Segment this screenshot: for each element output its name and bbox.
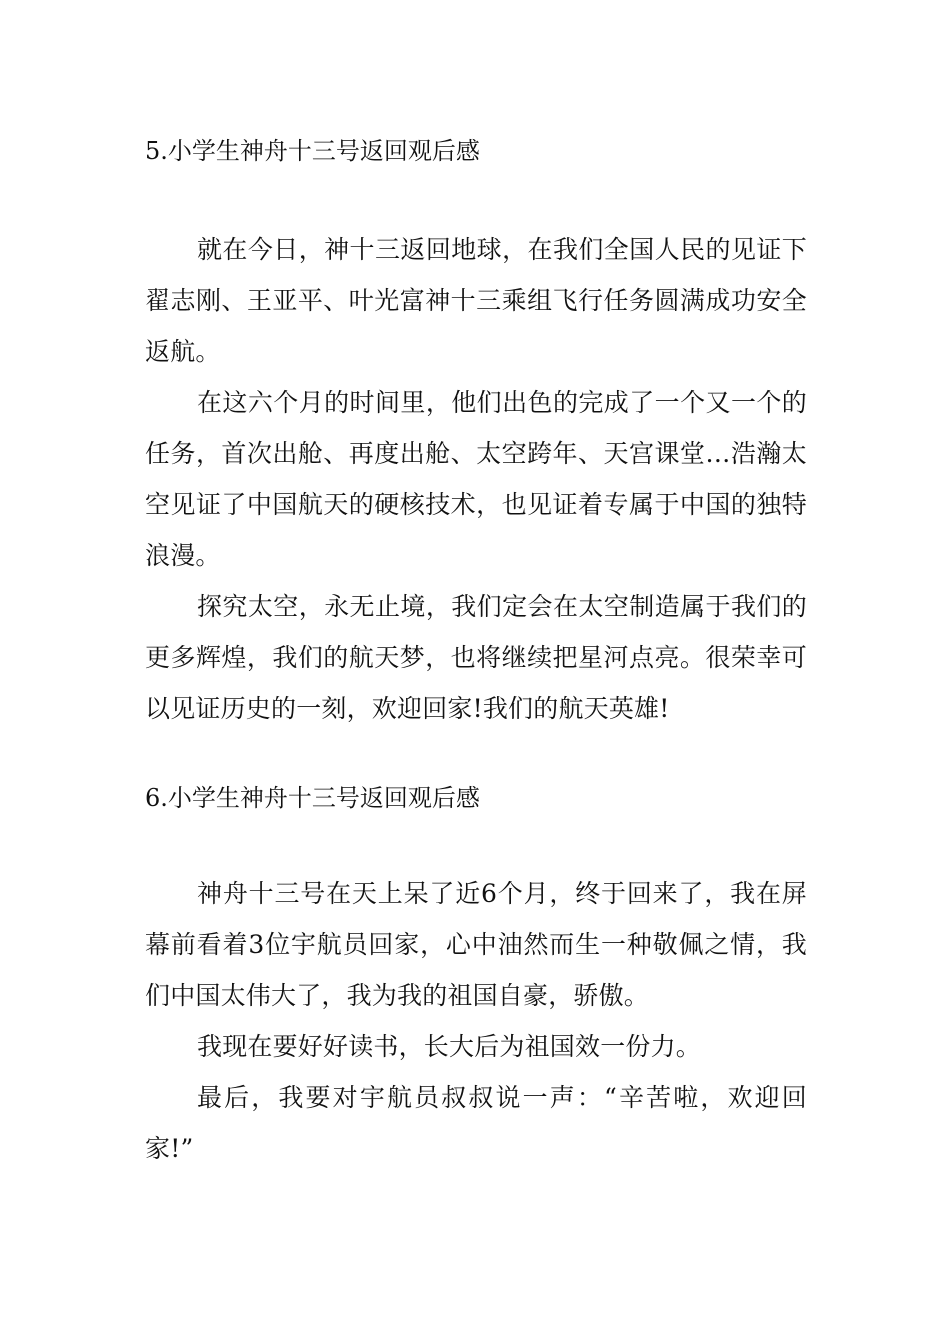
section-6-title: 6.小学生神舟十三号返回观后感 — [145, 784, 480, 812]
section-5-paragraph-3: 探究太空，永无止境，我们定会在太空制造属于我们的更多辉煌，我们的航天梦，也将继续把星河点亮。很荣幸可以见证历史的一刻，欢迎回家!我们的航天英雄! — [145, 592, 807, 723]
section-6-paragraph-3: 最后，我要对宇航员叔叔说一声：“辛苦啦，欢迎回家!” — [145, 1083, 807, 1163]
section-6-paragraph-2: 我现在要好好读书，长大后为祖国效一份力。 — [197, 1032, 702, 1061]
section-6-body — [145, 868, 807, 1174]
section-5-paragraph-1: 就在今日，神十三返回地球，在我们全国人民的见证下翟志刚、王亚平、叶光富神十三乘组飞行任务圆满成功安全返航。 — [145, 235, 807, 366]
section-5-paragraph-2: 在这六个月的时间里，他们出色的完成了一个又一个的任务，首次出舱、再度出舱、太空跨年、天宫课堂…浩瀚太空见证了中国航天的硬核技术，也见证着专属于中国的独特浪漫。 — [145, 388, 807, 570]
section-5-title: 5.小学生神舟十三号返回观后感 — [145, 137, 480, 165]
section-6-paragraph-1: 神舟十三号在天上呆了近6个月，终于回来了，我在屏幕前看着3位宇航员回家，心中油然而生一种敬佩之情，我们中国太伟大了，我为我的祖国自豪，骄傲。 — [145, 879, 807, 1010]
section-5-body — [145, 224, 807, 734]
